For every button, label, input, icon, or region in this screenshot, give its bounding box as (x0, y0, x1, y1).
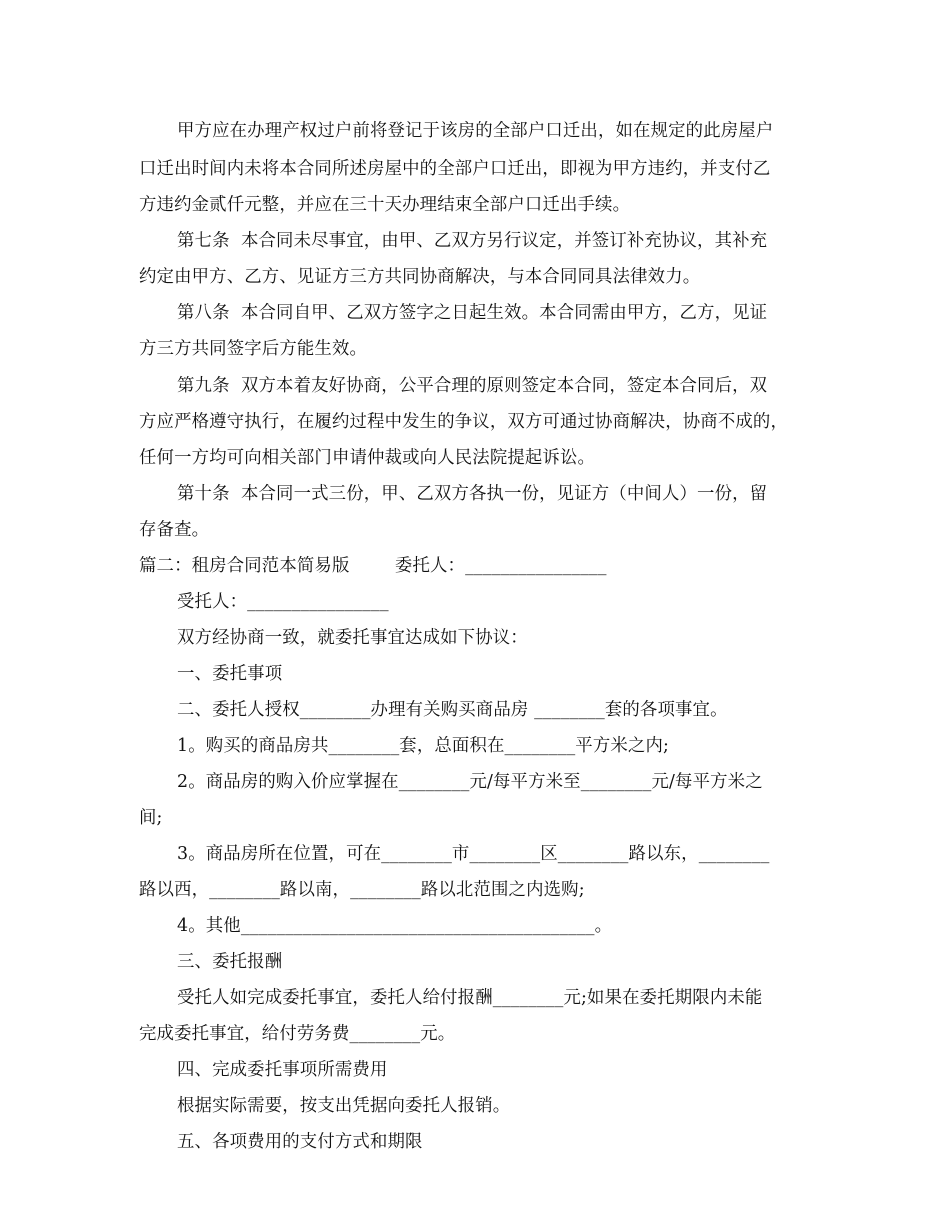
paragraph-line: 口迁出时间内未将本合同所述房屋中的全部户口迁出，即视为甲方违约，并支付乙 (139, 159, 771, 179)
item-heading: 一、委托事项 (177, 664, 283, 684)
clause-7-line: 第七条 本合同未尽事宜，由甲、乙双方另行议定，并签订补充协议，其补充 (177, 231, 768, 251)
trustee-line: 受托人：________________ (177, 592, 389, 612)
paragraph-line: 根据实际需要，按支出凭据向委托人报销。 (177, 1096, 511, 1116)
list-item: 2。商品房的购入价应掌握在________元/每平方米至________元/每平方米之 (177, 772, 763, 792)
clause-9-line: 第九条 双方本着友好协商，公平合理的原则签定本合同，签定本合同后，双 (177, 376, 768, 396)
item-heading: 三、委托报酬 (177, 952, 283, 972)
paragraph-line: 存备查。 (139, 520, 210, 540)
paragraph-line: 双方经协商一致，就委托事宜达成如下协议： (177, 628, 528, 648)
paragraph-line: 方三方共同签字后方能生效。 (139, 339, 368, 359)
paragraph-line: 方违约金贰仟元整，并应在三十天办理结束全部户口迁出手续。 (139, 195, 631, 215)
item-heading: 二、委托人授权________办理有关购买商品房 ________套的各项事宜。 (177, 700, 728, 720)
clause-8-line: 第八条 本合同自甲、乙双方签字之日起生效。本合同需由甲方，乙方，见证 (177, 303, 768, 323)
item-heading: 四、完成委托事项所需费用 (177, 1060, 388, 1080)
paragraph-line: 任何一方均可向相关部门申请仲裁或向人民法院提起诉讼。 (139, 448, 596, 468)
paragraph-line: 受托人如完成委托事宜，委托人给付报酬________元;如果在委托期限内未能 (177, 988, 763, 1008)
list-item: 1。购买的商品房共________套，总面积在________平方米之内; (177, 736, 670, 756)
paragraph-line: 甲方应在办理产权过户前将登记于该房的全部户口迁出，如在规定的此房屋户 (177, 121, 774, 141)
paragraph-line: 间; (139, 808, 163, 828)
paragraph-line: 路以西，________路以南，________路以北范围之内选购; (139, 880, 585, 900)
paragraph-line: 完成委托事宜，给付劳务费________元。 (139, 1024, 456, 1044)
paragraph-line: 方应严格遵守执行，在履约过程中发生的争议，双方可通过协商解决，协商不成的， (139, 412, 789, 432)
section-heading: 篇二：租房合同范本简易版 委托人：________________ (139, 556, 607, 576)
list-item: 3。商品房所在位置，可在________市________区________路以东，________ (177, 844, 770, 864)
clause-10-line: 第十条 本合同一式三份，甲、乙双方各执一份，见证方（中间人）一份，留 (177, 484, 768, 504)
paragraph-line: 约定由甲方、乙方、见证方三方共同协商解决，与本合同同具法律效力。 (139, 267, 701, 287)
item-heading: 五、各项费用的支付方式和期限 (177, 1132, 423, 1152)
list-item: 4。其他________________________________________。 (177, 916, 613, 936)
